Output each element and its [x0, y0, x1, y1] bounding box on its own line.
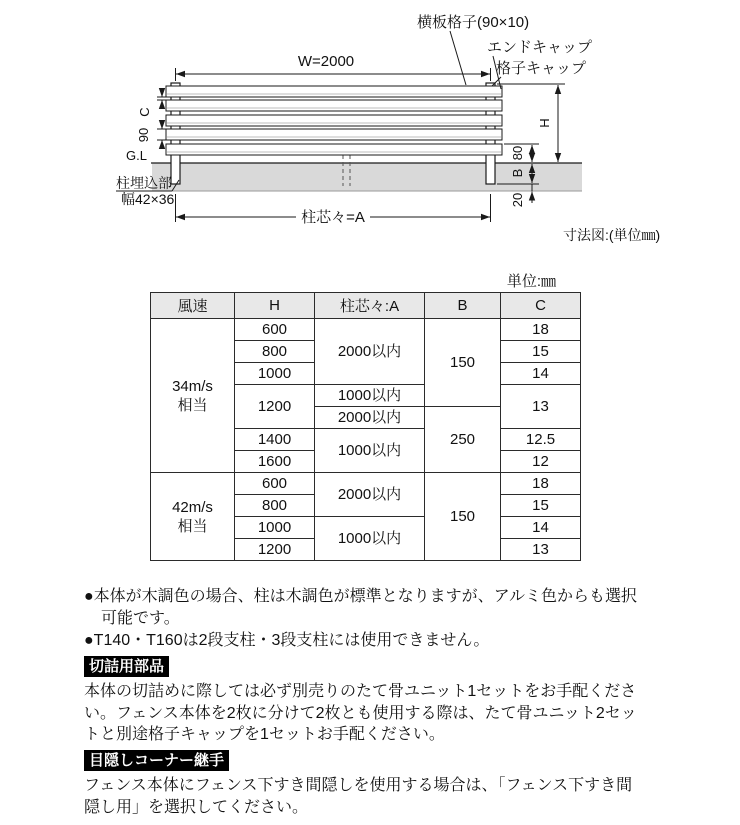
section-body: 本体の切詰めに際しては必ず別売りのたて骨ユニット1セットをお手配ください。フェンス本体を2枚に分けて2枚とも使用する際は、たて骨ユニット2セットと別途格子キャップを1セットお手配ください。 [84, 683, 637, 743]
wind-speed-line2: 相当 [177, 396, 208, 414]
section-title-badge: 切詰用部品 [84, 656, 169, 677]
section-title-badge: 目隠しコーナー継手 [84, 750, 229, 771]
dim-w-label: W=2000 [297, 53, 355, 70]
c-cell: 15 [501, 495, 581, 517]
c-cell: 14 [501, 517, 581, 539]
h-cell: 1400 [235, 429, 315, 451]
c-cell: 15 [501, 341, 581, 363]
c-cell: 13 [501, 385, 581, 429]
a-cell: 2000以内 [315, 319, 425, 385]
board-leader-line [450, 31, 466, 85]
c-cell: 12.5 [501, 429, 581, 451]
col-header-b: B [425, 293, 501, 319]
a-cell: 1000以内 [315, 385, 425, 407]
a-cell: 2000以内 [315, 473, 425, 517]
table-row [151, 473, 581, 495]
h-cell: 800 [235, 495, 315, 517]
h-cell: 1000 [235, 517, 315, 539]
dim-80-label: 80 [510, 145, 525, 161]
dim-90-label: 90 [136, 127, 151, 143]
header-row [151, 293, 581, 319]
gl-label: G.L [126, 148, 147, 163]
wind-speed-line1: 34m/s [172, 377, 213, 395]
section-body: フェンス本体にフェンス下すき間隠しを使用する場合は、「フェンス下すき間隠し用」を選択してください。 [84, 777, 633, 816]
c-cell: 18 [501, 473, 581, 495]
a-cell: 1000以内 [315, 517, 425, 561]
h-cell: 600 [235, 473, 315, 495]
dim-b-label: B [510, 168, 525, 178]
dimension-diagram [0, 0, 740, 258]
post-width-label: 幅42×36 [121, 191, 175, 207]
col-header-c: C [501, 293, 581, 319]
notes [84, 586, 640, 652]
post-embed-label: 柱埋込部 [116, 175, 172, 191]
h-cell: 1600 [235, 451, 315, 473]
a-cell: 2000以内 [315, 407, 425, 429]
b-cell: 150 [425, 473, 501, 561]
dim-a-label: 柱芯々=A [301, 209, 365, 226]
b-cell: 250 [425, 407, 501, 473]
horizontal-boards [166, 86, 502, 155]
h-cell: 1200 [235, 385, 315, 429]
dim-h-label: H [537, 118, 552, 128]
dim-20-label: 20 [510, 192, 525, 208]
dim-c-label: C [137, 107, 152, 117]
h-cell: 600 [235, 319, 315, 341]
lattice-cap-label: 格子キャップ [496, 60, 587, 77]
section-corner-joint [84, 750, 640, 818]
note-item: ●本体が木調色の場合、柱は木調色が標準となりますが、アルミ色からも選択可能です。 [84, 588, 638, 627]
table-row [151, 319, 581, 341]
wind-speed-line2: 相当 [177, 517, 208, 535]
col-header-wind: 風速 [151, 293, 235, 319]
h-cell: 800 [235, 341, 315, 363]
c-cell: 13 [501, 539, 581, 561]
spec-table [150, 292, 581, 561]
section-cutting-parts [84, 656, 640, 746]
unit-label: 単位:㎜ [506, 273, 556, 290]
wind-speed-line1: 42m/s [172, 498, 213, 516]
h-cell: 1200 [235, 539, 315, 561]
c-cell: 12 [501, 451, 581, 473]
board-label: 横板格子(90×10) [417, 14, 530, 31]
c-cell: 14 [501, 363, 581, 385]
note-item: ●T140・T160は2段支柱・3段支柱には使用できません。 [84, 632, 490, 649]
diagram-caption: 寸法図:(単位㎜) [563, 227, 661, 243]
wind-speed-cell [151, 473, 235, 561]
end-cap-label: エンドキャップ [487, 39, 593, 56]
col-header-a: 柱芯々:A [315, 293, 425, 319]
a-cell: 1000以内 [315, 429, 425, 473]
col-header-h: H [235, 293, 315, 319]
b-cell: 150 [425, 319, 501, 407]
wind-speed-cell [151, 319, 235, 473]
c-cell: 18 [501, 319, 581, 341]
h-cell: 1000 [235, 363, 315, 385]
